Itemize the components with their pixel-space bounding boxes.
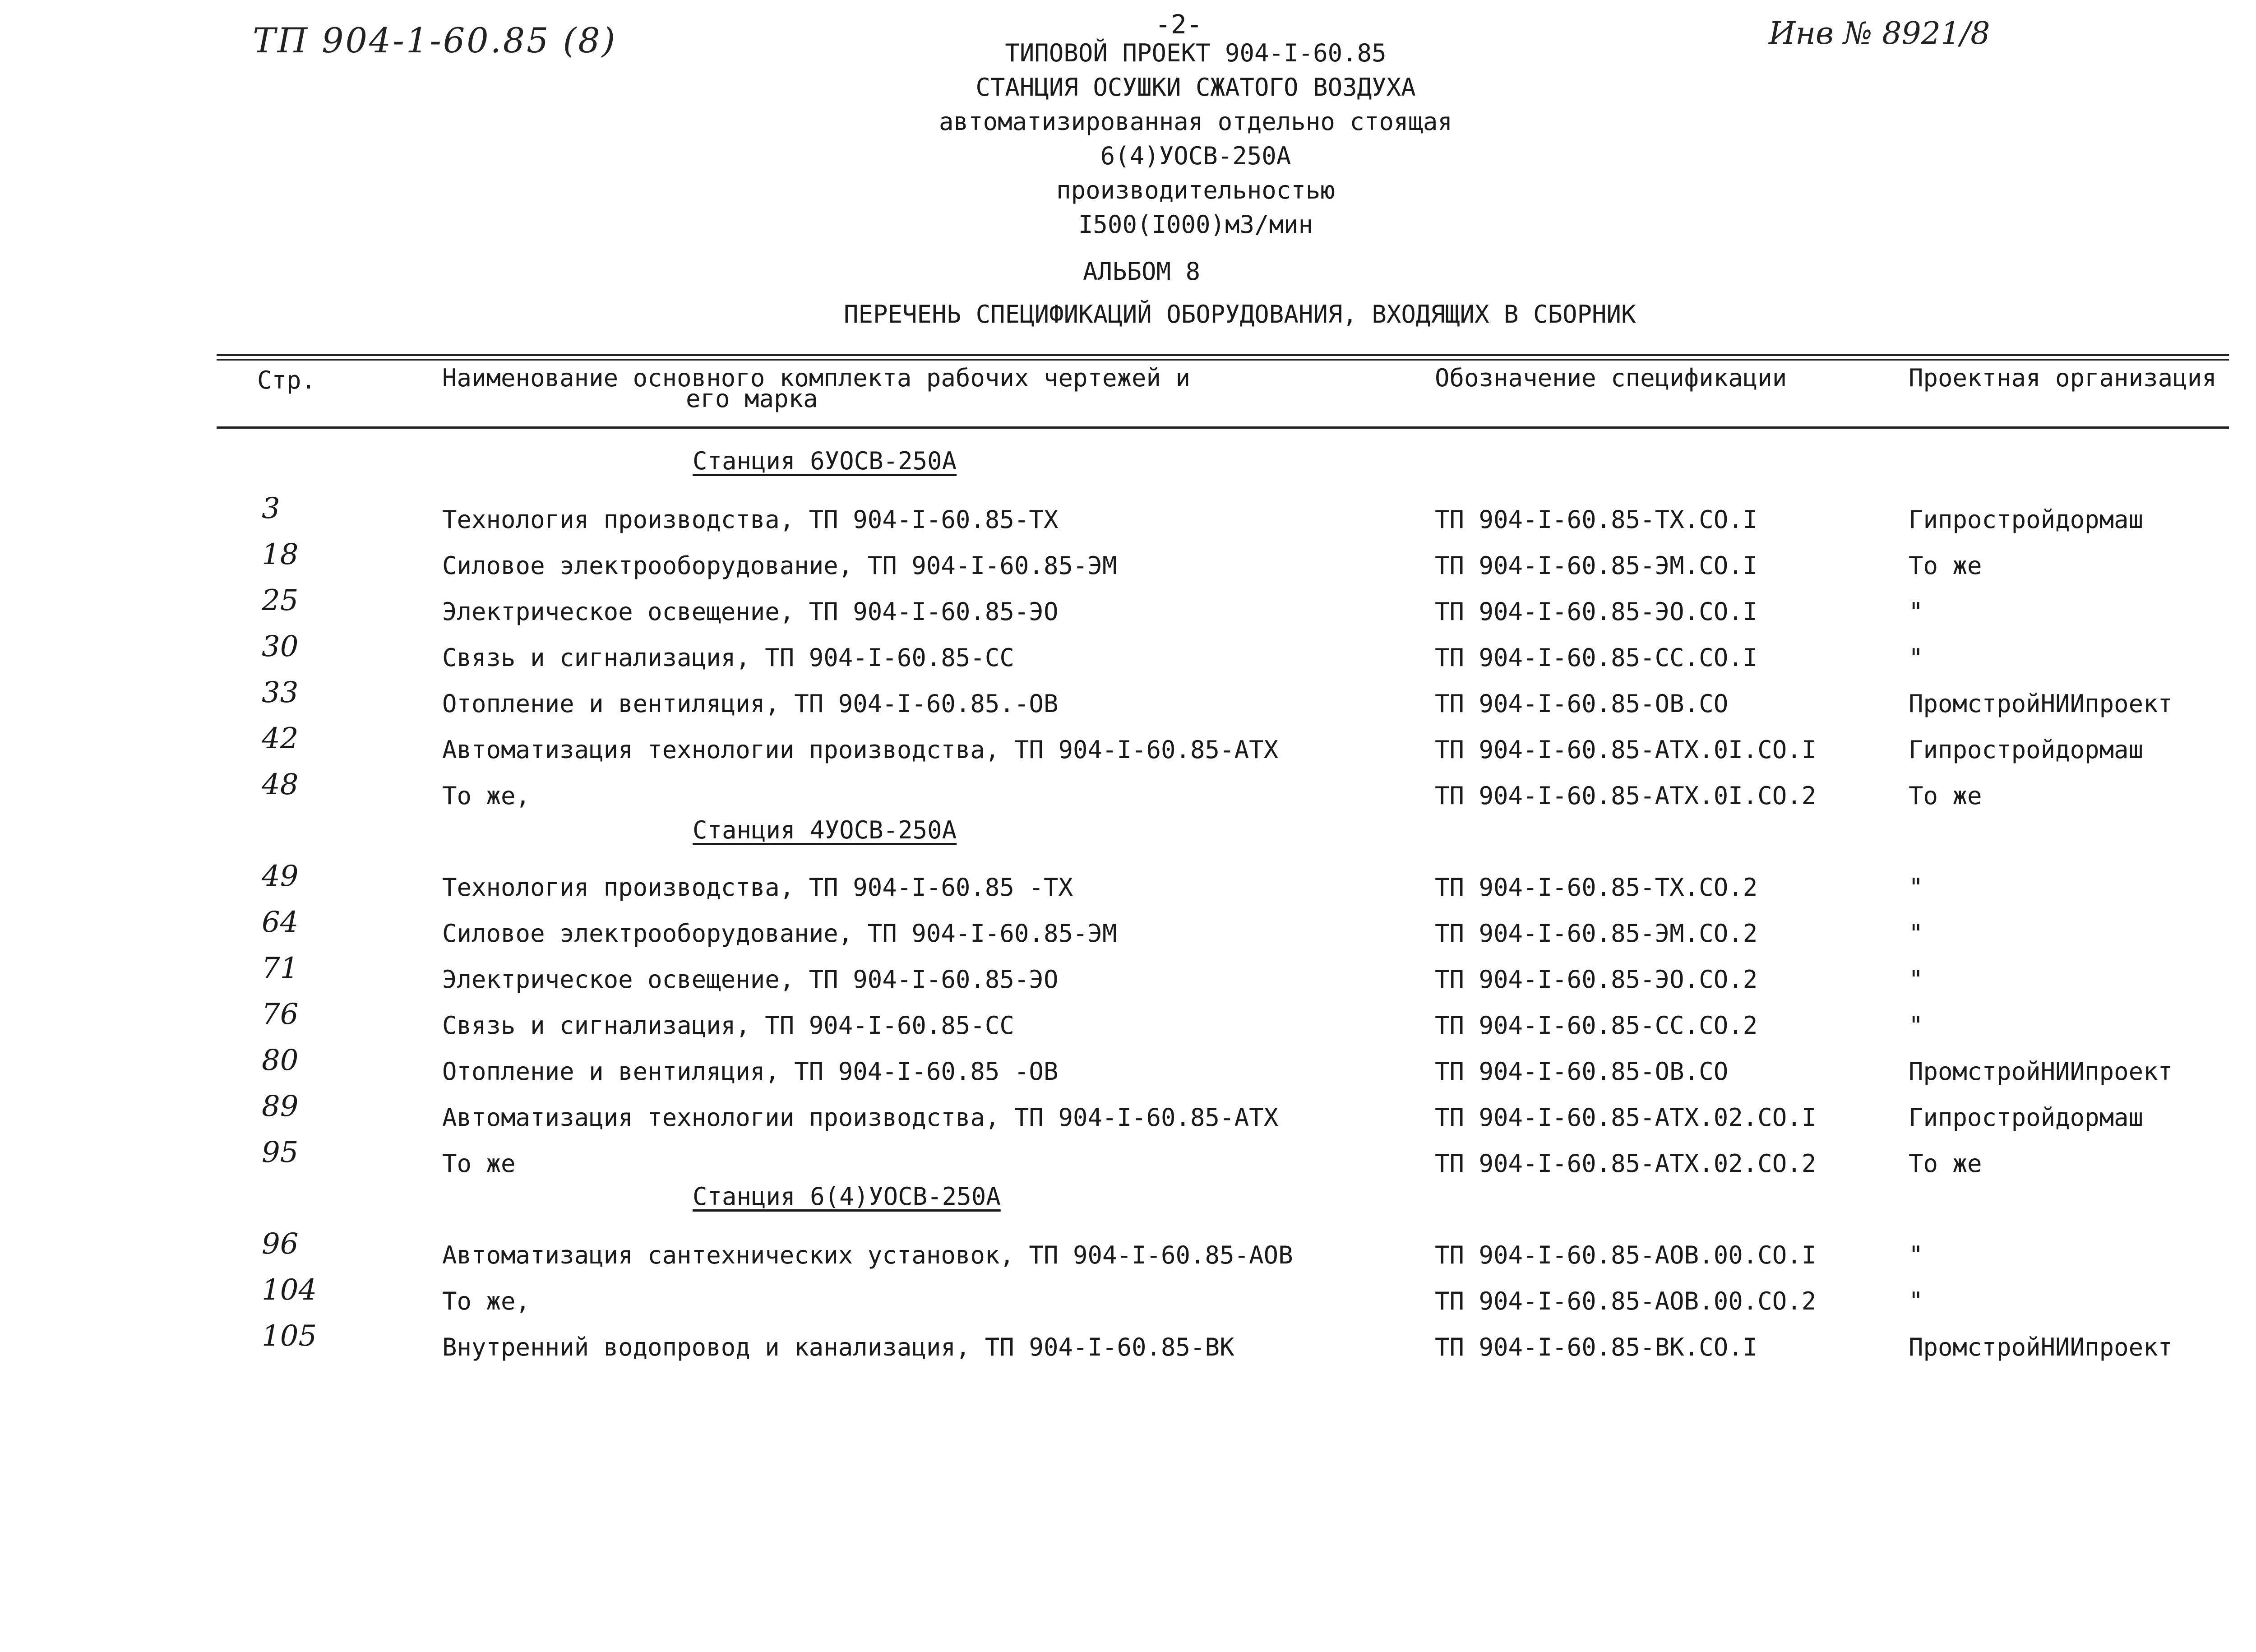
row-org: ПромстройНИИпроект — [1909, 1057, 2173, 1086]
row-code: ТП 904-I-60.85-ЭМ.СО.I — [1435, 551, 1758, 580]
title-line: I500(I000)м3/мин — [1078, 210, 1313, 239]
list-title: ПЕРЕЧЕНЬ СПЕЦИФИКАЦИЙ ОБОРУДОВАНИЯ, ВХОДЯЩИХ В СБОРНИК — [844, 300, 1636, 329]
row-org: " — [1909, 1011, 1923, 1040]
row-page: 64 — [262, 906, 299, 939]
table-row — [0, 768, 2256, 822]
row-org: " — [1909, 1287, 1923, 1315]
row-page: 42 — [262, 722, 299, 755]
header-rule-top-2 — [217, 359, 2229, 361]
row-org: Гипростройдормаш — [1909, 736, 2144, 764]
table-row — [0, 1090, 2256, 1144]
row-page: 18 — [262, 538, 299, 571]
row-name: То же, — [442, 1287, 531, 1315]
row-name: Технология производства, ТП 904-I-60.85-ТХ — [442, 505, 1059, 534]
row-code: ТП 904-I-60.85-ЭО.СО.I — [1435, 597, 1758, 626]
row-page: 25 — [262, 584, 299, 617]
row-page: 48 — [262, 768, 299, 801]
row-org: ПромстройНИИпроект — [1909, 1333, 2173, 1361]
row-code: ТП 904-I-60.85-ОВ.СО — [1435, 689, 1729, 718]
table-row — [0, 584, 2256, 638]
row-name: Силовое электрооборудование, ТП 904-I-60.85-ЭМ — [442, 551, 1117, 580]
row-name: Технология производства, ТП 904-I-60.85 -ТХ — [442, 873, 1073, 902]
title-block — [812, 36, 1579, 242]
station-heading: Станция 6(4)УОСВ-250А — [693, 1182, 1001, 1211]
row-page: 104 — [262, 1273, 317, 1307]
row-name: Силовое электрооборудование, ТП 904-I-60.85-ЭМ — [442, 919, 1117, 948]
row-page: 71 — [262, 952, 299, 985]
row-org: " — [1909, 873, 1923, 902]
row-org: " — [1909, 919, 1923, 948]
column-header-name-line2: его марка — [686, 384, 818, 413]
row-page: 33 — [262, 676, 299, 709]
column-header-org: Проектная организация — [1909, 364, 2217, 392]
table-row — [0, 676, 2256, 730]
title-line: ТИПОВОЙ ПРОЕКТ 904-I-60.85 — [1005, 39, 1387, 67]
table-row — [0, 1227, 2256, 1282]
row-name: Автоматизация технологии производства, ТП 904-I-60.85-АТХ — [442, 1103, 1279, 1132]
row-code: ТП 904-I-60.85-ЭМ.СО.2 — [1435, 919, 1758, 948]
row-code: ТП 904-I-60.85-АОВ.00.СО.2 — [1435, 1287, 1817, 1315]
row-code: ТП 904-I-60.85-ЭО.СО.2 — [1435, 965, 1758, 994]
row-page: 105 — [262, 1319, 317, 1353]
row-name: Автоматизация технологии производства, ТП 904-I-60.85-АТХ — [442, 736, 1279, 764]
row-org: " — [1909, 597, 1923, 626]
column-header-name — [442, 364, 1191, 413]
row-name: Отопление и вентиляция, ТП 904-I-60.85.-ОВ — [442, 689, 1059, 718]
row-org: То же — [1909, 1149, 1982, 1178]
row-org: ПромстройНИИпроект — [1909, 689, 2173, 718]
handwritten-project-code: ТП 904-1-60.85 (8) — [253, 20, 617, 60]
table-row — [0, 1136, 2256, 1190]
album-label: АЛЬБОМ 8 — [1083, 257, 1201, 286]
row-page: 49 — [262, 860, 299, 893]
row-page: 3 — [262, 492, 280, 525]
row-code: ТП 904-I-60.85-ТХ.СО.2 — [1435, 873, 1758, 902]
row-org: То же — [1909, 782, 1982, 810]
row-code: ТП 904-I-60.85-АТХ.02.СО.I — [1435, 1103, 1817, 1132]
row-name: Связь и сигнализация, ТП 904-I-60.85-СС — [442, 1011, 1014, 1040]
row-page: 95 — [262, 1136, 299, 1169]
column-header-code: Обозначение спецификации — [1435, 364, 1787, 392]
row-code: ТП 904-I-60.85-АТХ.0I.СО.I — [1435, 736, 1817, 764]
row-name: То же — [442, 1149, 516, 1178]
row-name: Электрическое освещение, ТП 904-I-60.85-ЭО — [442, 965, 1059, 994]
row-name: Электрическое освещение, ТП 904-I-60.85-ЭО — [442, 597, 1059, 626]
row-code: ТП 904-I-60.85-ВК.СО.I — [1435, 1333, 1758, 1361]
table-row — [0, 1044, 2256, 1098]
table-row — [0, 492, 2256, 546]
header-rule-top — [217, 354, 2229, 356]
title-line: 6(4)УОСВ-250А — [1100, 142, 1291, 170]
row-name: Автоматизация сантехнических установок, ТП 904-I-60.85-АОВ — [442, 1241, 1293, 1269]
row-org: Гипростройдормаш — [1909, 505, 2144, 534]
row-code: ТП 904-I-60.85-СС.СО.2 — [1435, 1011, 1758, 1040]
row-code: ТП 904-I-60.85-АТХ.02.СО.2 — [1435, 1149, 1817, 1178]
title-line: СТАНЦИЯ ОСУШКИ СЖАТОГО ВОЗДУХА — [975, 73, 1416, 102]
row-name: То же, — [442, 782, 531, 810]
station-heading: Станция 4УОСВ-250А — [693, 816, 957, 844]
row-name: Отопление и вентиляция, ТП 904-I-60.85 -ОВ — [442, 1057, 1059, 1086]
header-rule-bottom — [217, 426, 2229, 429]
row-org: Гипростройдормаш — [1909, 1103, 2144, 1132]
table-row — [0, 630, 2256, 684]
row-name: Внутренний водопровод и канализация, ТП 904-I-60.85-ВК — [442, 1333, 1234, 1361]
row-page: 80 — [262, 1044, 299, 1077]
row-code: ТП 904-I-60.85-СС.СО.I — [1435, 643, 1758, 672]
row-org: То же — [1909, 551, 1982, 580]
table-row — [0, 1319, 2256, 1374]
row-page: 96 — [262, 1227, 299, 1261]
row-org: " — [1909, 1241, 1923, 1269]
row-org: " — [1909, 643, 1923, 672]
row-page: 30 — [262, 630, 299, 663]
column-header-name-line1: Наименование основного комплекта рабочих чертежей и — [442, 364, 1191, 392]
row-code: ТП 904-I-60.85-ТХ.СО.I — [1435, 505, 1758, 534]
row-page: 89 — [262, 1090, 299, 1123]
table-row — [0, 722, 2256, 776]
page-number: -2- — [1155, 9, 1202, 40]
title-line: автоматизированная отдельно стоящая — [939, 107, 1452, 136]
row-org: " — [1909, 965, 1923, 994]
table-row — [0, 998, 2256, 1052]
handwritten-inventory-number: Инв № 8921/8 — [1769, 16, 1990, 51]
row-page: 76 — [262, 998, 299, 1031]
row-code: ТП 904-I-60.85-ОВ.СО — [1435, 1057, 1729, 1086]
table-row — [0, 1273, 2256, 1328]
column-header-page: Стр. — [257, 366, 316, 394]
station-heading: Станция 6УОСВ-250А — [693, 447, 957, 475]
table-row — [0, 906, 2256, 960]
title-line: производительностью — [1056, 176, 1335, 204]
table-row — [0, 538, 2256, 592]
table-row — [0, 952, 2256, 1006]
row-code: ТП 904-I-60.85-АОВ.00.СО.I — [1435, 1241, 1817, 1269]
row-code: ТП 904-I-60.85-АТХ.0I.СО.2 — [1435, 782, 1817, 810]
row-name: Связь и сигнализация, ТП 904-I-60.85-СС — [442, 643, 1014, 672]
table-row — [0, 860, 2256, 914]
